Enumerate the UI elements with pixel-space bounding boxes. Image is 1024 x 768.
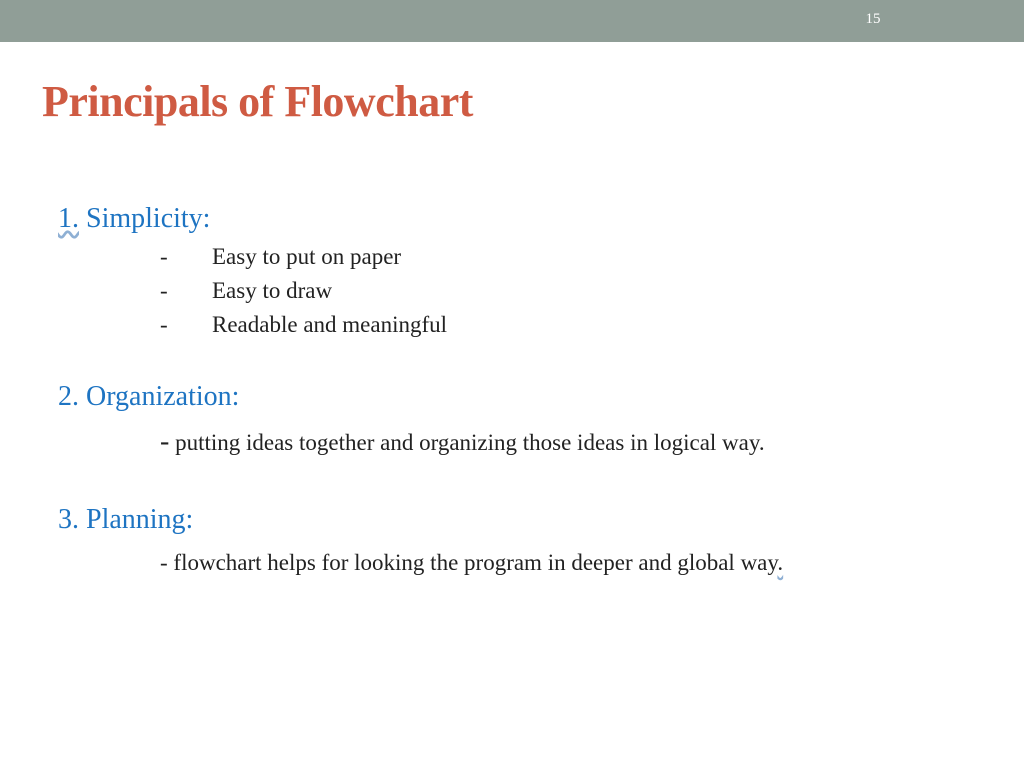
- section-heading-organization: 2. Organization:: [58, 381, 240, 412]
- section-detail-organization: [160, 426, 765, 458]
- page-number: 15: [865, 11, 881, 27]
- section-detail-planning: [160, 550, 783, 576]
- bullet-text: Easy to put on paper: [212, 244, 402, 269]
- bullet-text: Readable and meaningful: [212, 312, 448, 337]
- section-heading-planning: 3. Planning:: [58, 504, 194, 535]
- detail-trailing: .: [777, 550, 784, 575]
- bullet-dash: -: [160, 278, 168, 303]
- detail-dash: -: [160, 426, 170, 457]
- section-number: 1.: [58, 203, 79, 234]
- header-bar: [0, 0, 1024, 42]
- slide-title: Principals of Flowchart: [42, 77, 473, 126]
- detail-text: - flowchart helps for looking the program in deeper and global way: [160, 550, 778, 575]
- bullet-dash: -: [160, 244, 168, 269]
- section-label: Simplicity:: [86, 203, 211, 234]
- bullet-text: Easy to draw: [212, 278, 333, 303]
- section-heading-simplicity: [58, 203, 210, 235]
- detail-text: putting ideas together and organizing those ideas in logical way.: [175, 430, 765, 455]
- bullet-dash: -: [160, 312, 168, 337]
